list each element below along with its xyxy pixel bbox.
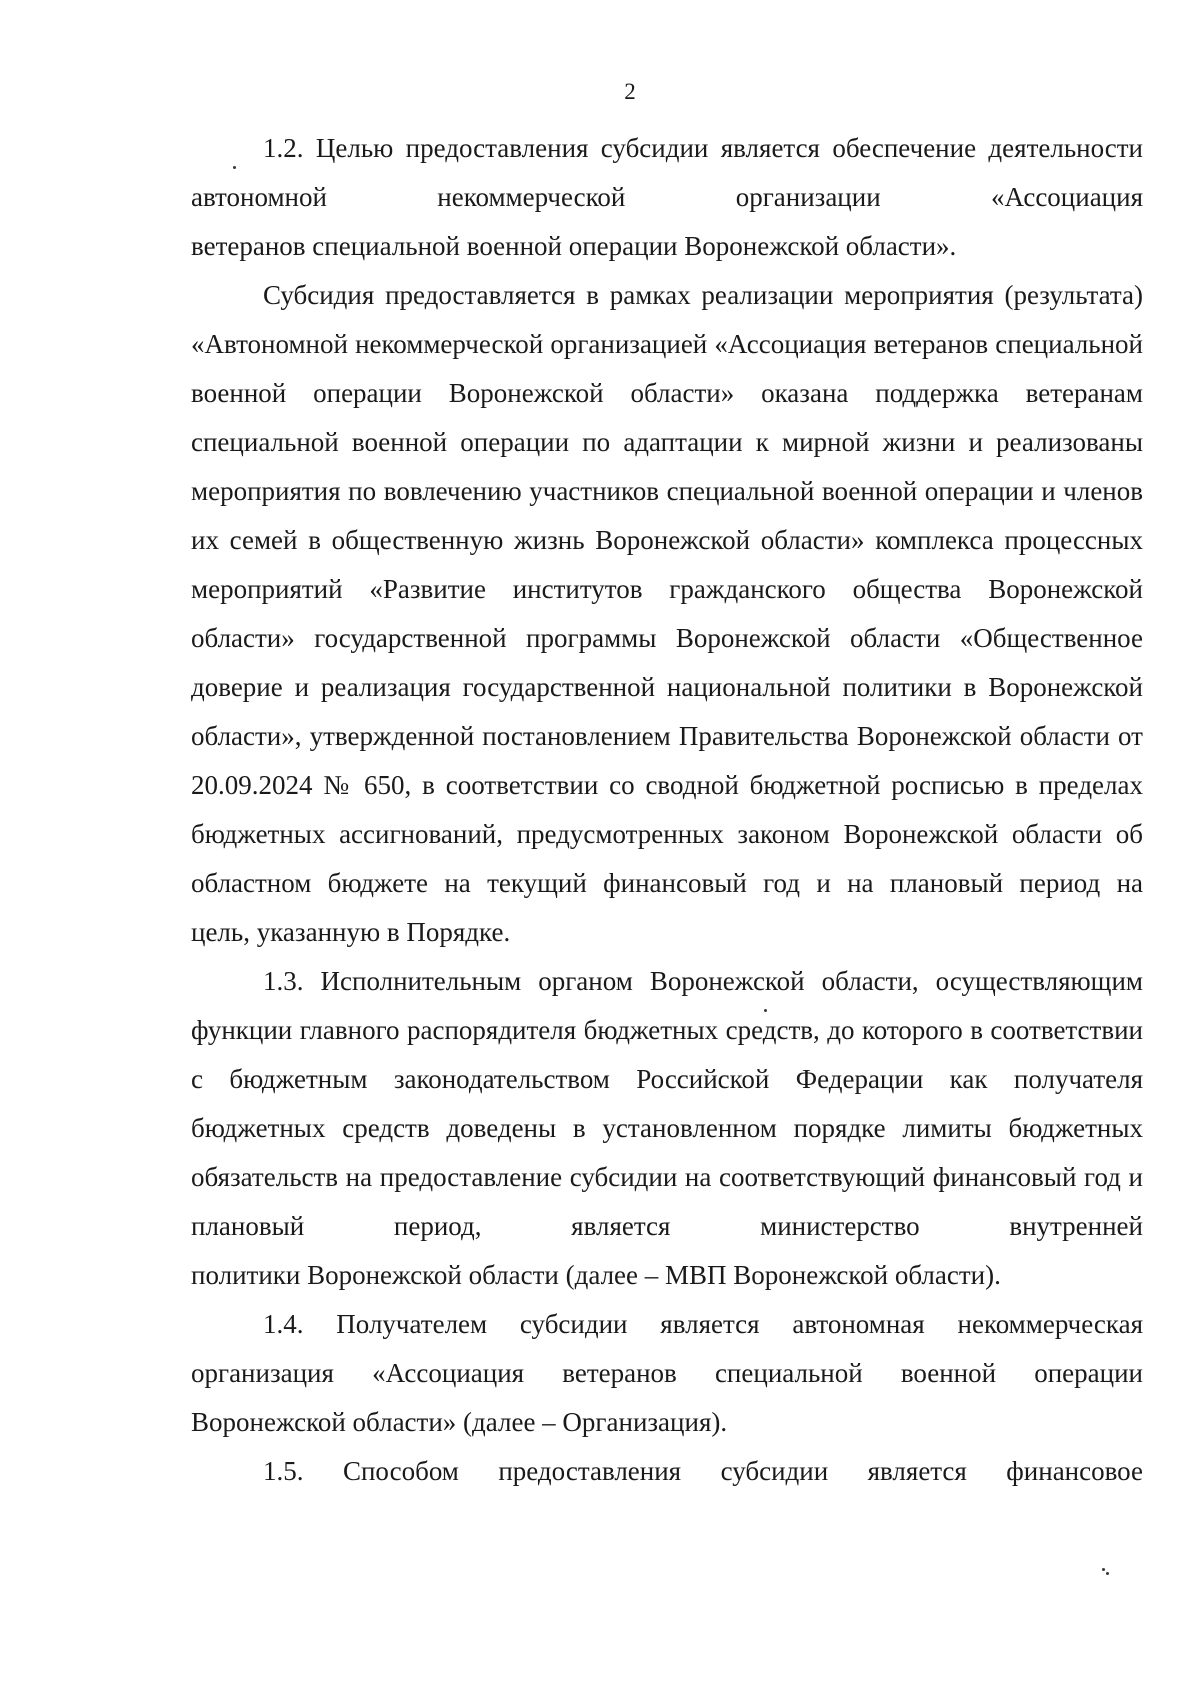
scan-speck [1106, 1572, 1109, 1575]
paragraph-subsidy-last-line: цель, указанную в Порядке. [191, 917, 511, 947]
paragraph-1-4-text: 1.4. Получателем субсидии является автономная некоммерческая организация «Ассоциация ветеранов специальной военной операции [191, 1309, 1143, 1388]
paragraph-1-3-text: 1.3. Исполнительным органом Воронежской области, осуществляющим функции главного распорядителя бюджетных средств, до которого в соответствии с бюджетным законодательством Российской Федерации как получателя бюджетных средств доведены в установленном порядке лимиты бюджетных обязательств на предоставление субсидии на соответствующий финансовый год и плановый период, является министерство внутренней [191, 966, 1143, 1241]
paragraph-1-3 [191, 957, 1143, 1300]
document-body [191, 124, 1143, 1496]
page-number: 2 [624, 79, 636, 104]
paragraph-1-2-text: 1.2. Целью предоставления субсидии является обеспечение деятельности автономной некоммерческой организации «Ассоциация [191, 133, 1143, 212]
scan-speck [233, 166, 236, 169]
paragraph-1-4 [191, 1300, 1143, 1447]
scan-speck [1102, 1568, 1105, 1571]
paragraph-1-2 [191, 124, 1143, 271]
paragraph-subsidy [191, 271, 1143, 957]
paragraph-subsidy-text: Субсидия предоставляется в рамках реализации мероприятия (результата) «Автономной некоммерческой организацией «Ассоциация ветеранов специальной военной операции Воронежской области» оказана поддержка ветеранам специальной военной операции по адаптации к мирной жизни и реализованы мероприятия по вовлечению участников специальной военной операции и членов их семей в общественную жизнь Воронежской области» комплекса процессных мероприятий «Развитие институтов гражданского общества Воронежской области» государственной программы Воронежской области «Общественное доверие и реализация государственной национальной политики в Воронежской области», утвержденной постановлением Правительства Воронежской области от 20.09.2024 № 650, в соответствии со сводной бюджетной росписью в пределах бюджетных ассигнований, предусмотренных законом Воронежской области об областном бюджете на текущий финансовый год и на плановый период на [191, 280, 1143, 898]
paragraph-1-3-last-line: политики Воронежской области (далее – МВП Воронежской области). [191, 1260, 1001, 1290]
scan-speck [764, 1009, 767, 1012]
paragraph-1-5 [191, 1447, 1143, 1496]
paragraph-1-5-text: 1.5. Способом предоставления субсидии является финансовое [263, 1456, 1143, 1486]
paragraph-1-2-last-line: ветеранов специальной военной операции Воронежской области». [191, 231, 957, 261]
paragraph-1-4-last-line: Воронежской области» (далее – Организация). [191, 1407, 728, 1437]
